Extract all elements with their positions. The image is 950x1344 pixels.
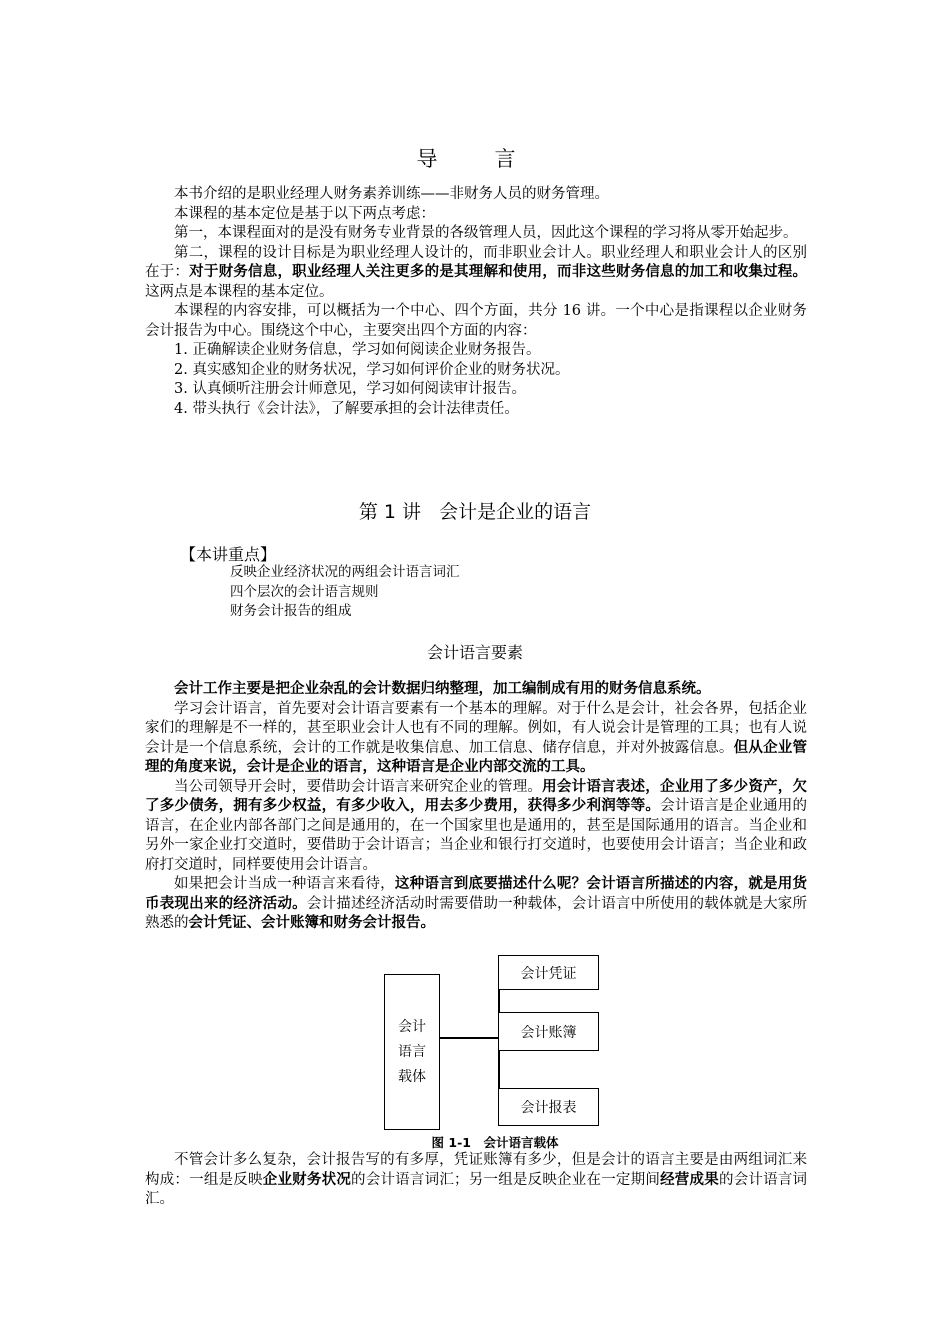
bold-text: 用会计语言表述，企业用了多少资产，欠了多少债务，拥有多少权益，有多少收入，用去多少费用，获得多少利润等等。 bbox=[145, 778, 808, 814]
text-span: 如果把会计当成一种语言来看待， bbox=[174, 876, 395, 892]
bold-text: 会计凭证、会计账簿和财务会计报告。 bbox=[188, 915, 435, 931]
branch-box-ledger: 会计账簿 bbox=[498, 1012, 599, 1051]
text-span: 会计描述经济活动时需要借助一种载体，会计语言中所使用的载体就是大家所熟悉的 bbox=[145, 895, 807, 931]
intro-paragraph: 本课程的内容安排，可以概括为一个中心、四个方面，共分 16 讲。一个中心是指课程以企业财务会计报告为中心。围绕这个中心，主要突出四个方面的内容： bbox=[145, 303, 807, 339]
branch-box-report: 会计报表 bbox=[498, 1088, 599, 1126]
figure-caption: 图 1-1 会计语言载体 bbox=[431, 1135, 559, 1150]
section-paragraph bbox=[145, 1151, 807, 1210]
intro-body bbox=[145, 185, 807, 419]
closing-body bbox=[145, 1151, 807, 1210]
text-span: 的会计语言词汇；另一组是反映企业在一定期间 bbox=[351, 1171, 661, 1188]
main-box-line: 会计 bbox=[398, 1018, 426, 1035]
section-body bbox=[145, 680, 807, 934]
focus-item: 四个层次的会计语言规则 bbox=[230, 583, 379, 600]
main-box-line: 载体 bbox=[398, 1068, 426, 1085]
section-lead: 会计工作主要是把企业杂乱的会计数据归纳整理，加工编制成有用的财务信息系统。 bbox=[174, 681, 711, 697]
text-span: 当公司领导开会时，要借助会计语言来研究企业的管理。 bbox=[174, 778, 543, 795]
text-span: 的会计语言词汇。 bbox=[145, 1171, 808, 1207]
focus-item: 财务会计报告的组成 bbox=[230, 603, 352, 619]
text-span: 第二，课程的设计目标是为职业经理人设计的，而非职业会计人。职业经理人和职业会计人的区别在于： bbox=[145, 244, 807, 280]
text-span: 这两点是本课程的基本定位。 bbox=[145, 283, 334, 300]
section-paragraph bbox=[145, 875, 807, 934]
intro-paragraph bbox=[145, 244, 807, 303]
focus-list bbox=[230, 563, 460, 622]
main-box-line: 语言 bbox=[398, 1043, 426, 1060]
lecture-heading bbox=[0, 497, 950, 524]
text-span: 学习会计语言，首先要对会计语言要素有一个基本的理解。对于什么是会计，社会各界，包括企业家们的理解是不一样的，甚至职业会计人也有不同的理解。例如，有人说会计是管理的工具；也有人说会计是一个信息系统，会计的工作就是收集信息、加工信息、储存信息，并对外披露信息。 bbox=[145, 700, 807, 756]
intro-paragraph: 本书介绍的是职业经理人财务素养训练——非财务人员的财务管理。 bbox=[174, 186, 609, 202]
diagram-main-box bbox=[384, 974, 440, 1130]
section-paragraph bbox=[145, 700, 807, 778]
bold-text: 经营成果 bbox=[660, 1171, 719, 1188]
list-item: 4. 带头执行《会计法》，了解要承担的会计法律责任。 bbox=[174, 400, 519, 417]
list-item: 1. 正确解读企业财务信息，学习如何阅读企业财务报告。 bbox=[174, 342, 541, 358]
bold-text: 对于财务信息，职业经理人关注更多的是其理解和使用，而非这些财务信息的加工和收集过程。 bbox=[189, 264, 808, 280]
lecture-number: 第 1 讲 bbox=[358, 501, 422, 523]
connector-line bbox=[440, 1037, 498, 1039]
bold-text: 这种语言到底要描述什么呢？会计语言所描述的内容，就是用货币表现出来的经济活动。 bbox=[145, 876, 808, 912]
text-span: 会计语言是企业通用的语言，在企业内部各部门之间是通用的，在一个国家里也是通用的，甚至是国际通用的语言。当企业和另外一家企业打交道时，要借助于会计语言；当企业和银行打交道时，也要使用会计语言；当企业和政府打交道时，同样要使用会计语言。 bbox=[145, 798, 808, 873]
intro-paragraph: 第一，本课程面对的是没有财务专业背景的各级管理人员，因此这个课程的学习将从零开始起步。 bbox=[174, 225, 798, 241]
section-paragraph bbox=[145, 778, 807, 876]
text-span: 不管会计多么复杂，会计报告写的有多厚，凭证账簿有多少，但是会计的语言主要是由两组词汇来构成：一组是反映 bbox=[145, 1152, 807, 1188]
bold-text: 但从企业管理的角度来说，会计是企业的语言，这种语言是企业内部交流的工具。 bbox=[145, 739, 808, 775]
section-title: 会计语言要素 bbox=[426, 643, 523, 662]
lecture-title: 会计是企业的语言 bbox=[439, 501, 592, 523]
intro-title: 导 言 bbox=[416, 147, 534, 171]
carrier-diagram bbox=[380, 960, 620, 1135]
focus-heading: 【本讲重点】 bbox=[180, 545, 277, 564]
intro-paragraph: 本课程的基本定位是基于以下两点考虑： bbox=[174, 205, 435, 222]
list-item: 3. 认真倾听注册会计师意见，学习如何阅读审计报告。 bbox=[174, 381, 526, 397]
list-item: 2. 真实感知企业的财务状况，学习如何评价企业的财务状况。 bbox=[174, 361, 570, 378]
focus-item: 反映企业经济状况的两组会计语言词汇 bbox=[230, 564, 460, 580]
bold-text: 企业财务状况 bbox=[262, 1171, 352, 1188]
branch-box-voucher: 会计凭证 bbox=[498, 955, 599, 990]
